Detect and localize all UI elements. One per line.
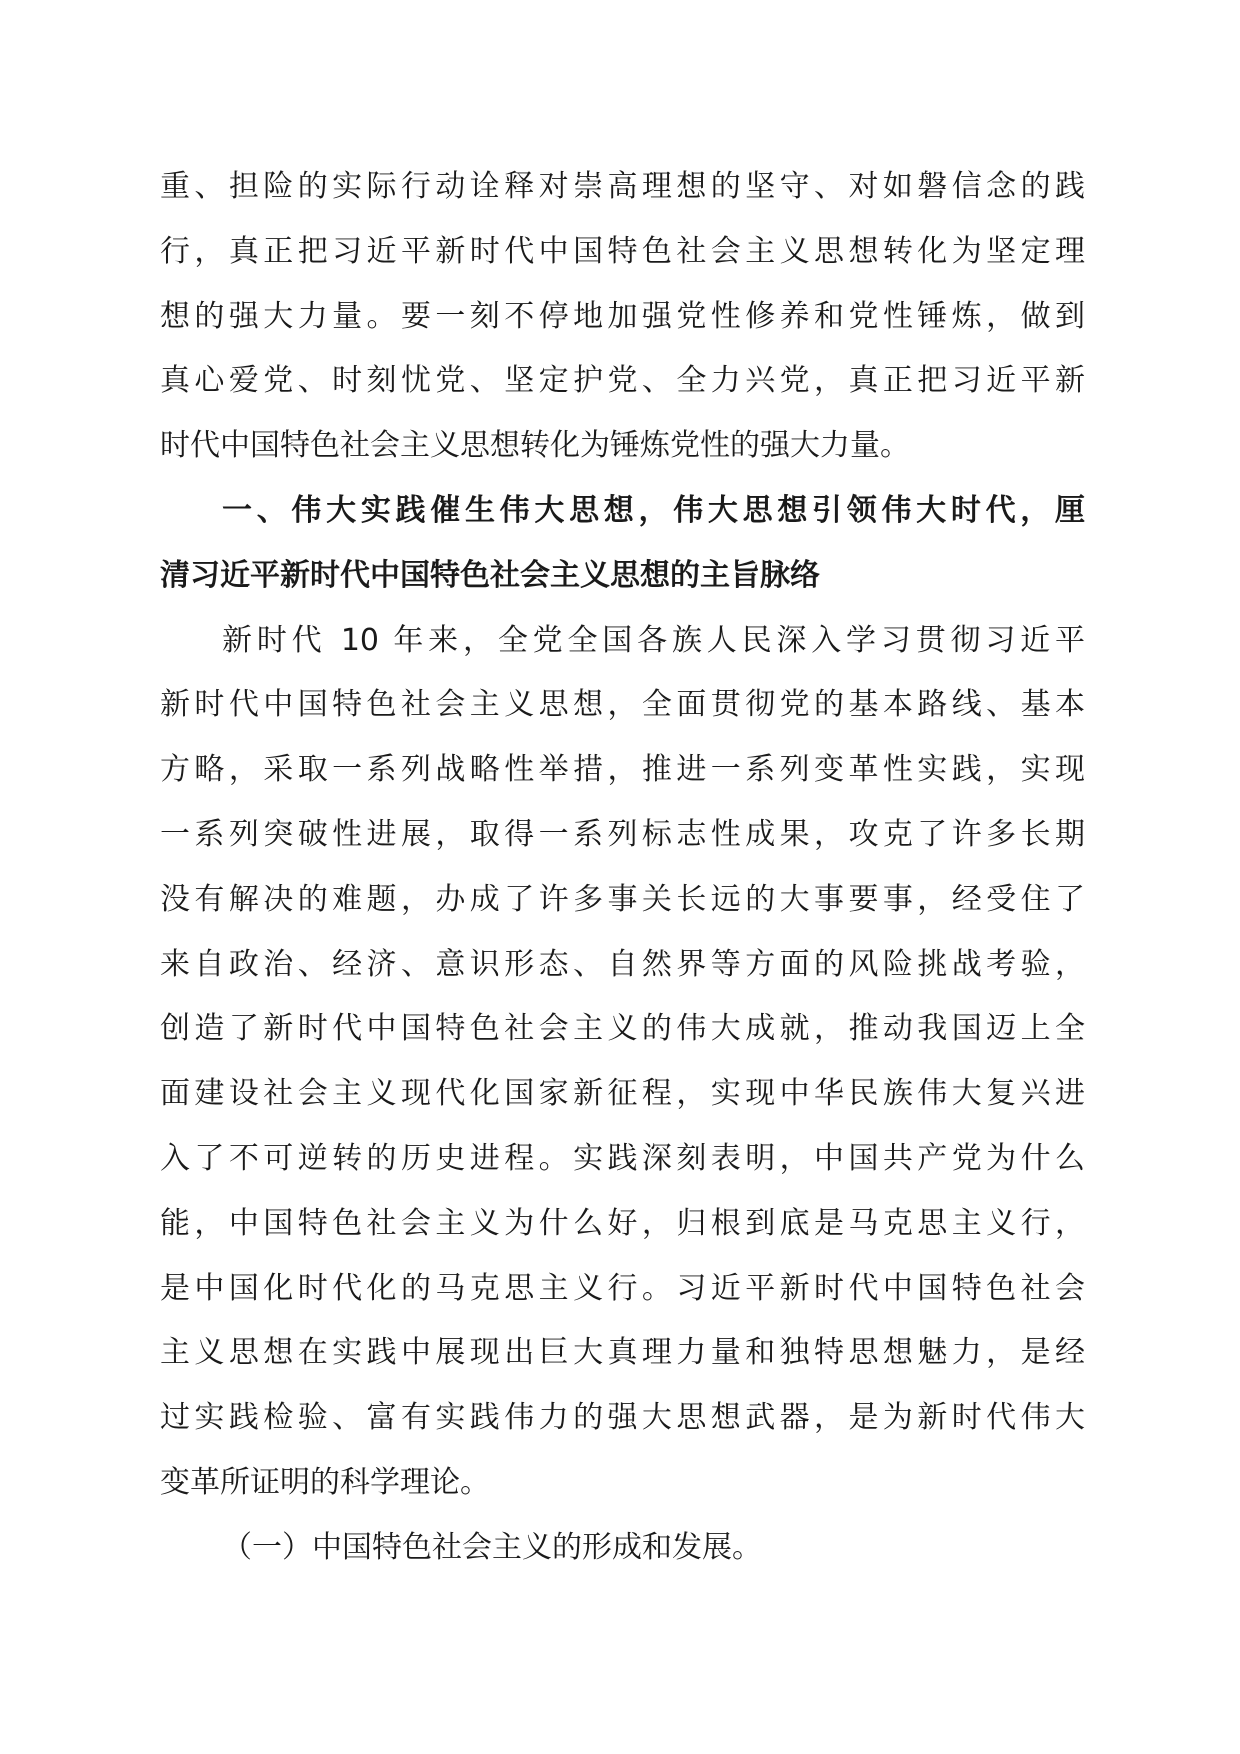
- paragraph: [160, 155, 1085, 479]
- text-line: 面建设社会主义现代化国家新征程，实现中华民族伟大复兴进: [160, 1076, 1085, 1112]
- text-line: 清习近平新时代中国特色社会主义思想的主旨脉络: [160, 557, 820, 593]
- text-line: （一）中国特色社会主义的形成和发展。: [222, 1529, 762, 1565]
- text-line: 来自政治、经济、意识形态、自然界等方面的风险挑战考验，: [160, 946, 1085, 982]
- text-line: 能，中国特色社会主义为什么好，归根到底是马克思主义行，: [160, 1205, 1085, 1241]
- text-line: 想的强大力量。要一刻不停地加强党性修养和党性锤炼，做到: [160, 298, 1085, 334]
- text-line: 主义思想在实践中展现出巨大真理力量和独特思想魅力，是经: [160, 1335, 1085, 1371]
- section-heading: [160, 479, 1085, 609]
- text-line: 真心爱党、时刻忧党、坚定护党、全力兴党，真正把习近平新: [160, 363, 1085, 399]
- text-line: 新时代 10 年来，全党全国各族人民深入学习贯彻习近平: [222, 622, 1085, 658]
- text-line: 时代中国特色社会主义思想转化为锤炼党性的强大力量。: [160, 428, 910, 464]
- text-line: 过实践检验、富有实践伟力的强大思想武器，是为新时代伟大: [160, 1400, 1085, 1436]
- subsection-heading: [160, 1516, 1085, 1581]
- text-line: 变革所证明的科学理论。: [160, 1464, 490, 1500]
- document-body: [160, 155, 1085, 1581]
- text-line: 新时代中国特色社会主义思想，全面贯彻党的基本路线、基本: [160, 687, 1085, 723]
- text-line: 创造了新时代中国特色社会主义的伟大成就，推动我国迈上全: [160, 1011, 1085, 1047]
- text-line: 方略，采取一系列战略性举措，推进一系列变革性实践，实现: [160, 752, 1085, 788]
- text-line: 是中国化时代化的马克思主义行。习近平新时代中国特色社会: [160, 1270, 1085, 1306]
- paragraph: [160, 609, 1085, 1516]
- text-line: 一、伟大实践催生伟大思想，伟大思想引领伟大时代，厘: [222, 492, 1085, 528]
- text-line: 一系列突破性进展，取得一系列标志性成果，攻克了许多长期: [160, 816, 1085, 852]
- text-line: 入了不可逆转的历史进程。实践深刻表明，中国共产党为什么: [160, 1140, 1085, 1176]
- text-line: 行，真正把习近平新时代中国特色社会主义思想转化为坚定理: [160, 233, 1085, 269]
- text-line: 重、担险的实际行动诠释对崇高理想的坚守、对如磐信念的践: [160, 169, 1085, 204]
- text-line: 没有解决的难题，办成了许多事关长远的大事要事，经受住了: [160, 881, 1085, 917]
